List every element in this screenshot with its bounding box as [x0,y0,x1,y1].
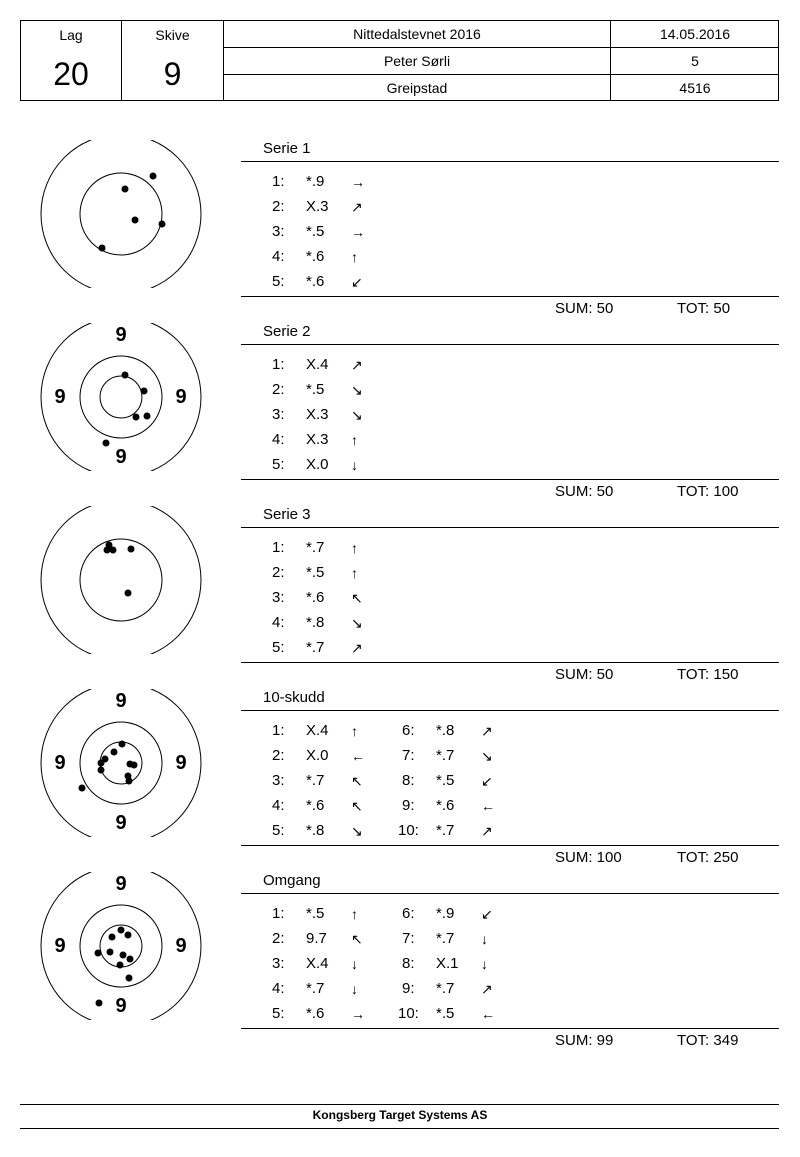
series-title: Serie 1 [263,140,311,157]
ring-number: 9 [175,935,187,957]
series-rule-bottom [241,296,779,297]
lag-value: 20 [53,55,89,92]
shot-number: 9: [402,797,415,814]
shot-number: 5: [272,639,285,656]
shot-direction-icon: ↘ [351,823,363,839]
shot-value: X.4 [306,722,329,739]
target-diagram [40,689,202,837]
shot-hole [132,217,139,224]
shot-hole [126,778,133,785]
series-title: Omgang [263,872,321,889]
shot-direction-icon: ↑ [351,565,358,581]
series-rule-bottom [241,845,779,846]
middle-ring [80,356,162,438]
shot-value: *.9 [306,173,325,190]
shot-value: X.4 [306,955,329,972]
shot-number: 3: [272,223,285,240]
shot-value: *.8 [306,614,325,631]
ring-number: 9 [175,386,187,408]
shot-number: 4: [272,248,285,265]
middle-ring [80,539,162,621]
target-diagram [40,872,202,1020]
shot-hole [107,949,114,956]
shot-direction-icon: ↓ [351,457,358,473]
shot-value: *.7 [306,539,325,556]
shot-direction-icon: ↑ [351,906,358,922]
shot-hole [103,440,110,447]
shot-number: 1: [272,539,285,556]
shot-value: X.3 [306,198,329,215]
inner-ring [100,376,142,418]
shot-direction-icon: ↗ [351,199,363,215]
shot-value: *.6 [306,273,325,290]
shot-hole [79,785,86,792]
series-rule-top [241,344,779,345]
shot-direction-icon: ↘ [481,748,493,764]
shot-direction-icon: ↖ [351,773,363,789]
shot-value: *.6 [436,797,455,814]
series-rule-bottom [241,662,779,663]
shot-value: *.5 [306,564,325,581]
shot-number: 5: [272,822,285,839]
series-total: TOT: 349 [677,1032,739,1049]
shot-value: *.9 [436,905,455,922]
middle-ring [80,905,162,987]
shot-value: *.6 [306,248,325,265]
shot-direction-icon: ↖ [351,931,363,947]
shot-hole [126,975,133,982]
header-table [20,20,779,101]
target-diagram [40,323,202,471]
shooter-number: 4516 [679,80,711,96]
ring-number: 9 [54,935,66,957]
footer-rule-top [20,1104,779,1105]
shot-value: *.5 [306,905,325,922]
shot-number: 5: [272,1005,285,1022]
series-total: TOT: 100 [677,483,739,500]
shot-hole [98,760,105,767]
shot-direction-icon: ↙ [481,906,493,922]
target-diagram [40,506,202,654]
shot-value: *.7 [436,747,455,764]
footer-company: Kongsberg Target Systems AS [312,1108,488,1122]
shot-number: 3: [272,772,285,789]
shot-value: X.0 [306,456,329,473]
series-rule-top [241,893,779,894]
ring-number: 9 [115,324,127,346]
shot-hole [118,927,125,934]
shot-number: 4: [272,797,285,814]
shot-direction-icon: ↓ [481,956,488,972]
shot-number: 3: [272,955,285,972]
shot-hole [119,741,126,748]
shot-number: 6: [402,722,415,739]
shot-number: 2: [272,747,285,764]
shot-value: *.7 [436,930,455,947]
ring-number: 9 [115,873,127,895]
shot-number: 1: [272,905,285,922]
shot-direction-icon: ↙ [351,274,363,290]
shot-hole [150,173,157,180]
series-sum: SUM: 50 [555,300,614,317]
shot-number: 2: [272,198,285,215]
outer-ring [41,140,201,288]
shot-hole [127,956,134,963]
shot-direction-icon: ↓ [351,981,358,997]
shot-direction-icon: ↖ [351,590,363,606]
event-name: Nittedalstevnet 2016 [353,26,481,42]
event-date: 14.05.2016 [659,26,731,42]
series-total: TOT: 150 [677,666,739,683]
shot-value: *.7 [436,822,455,839]
ring-number: 9 [175,752,187,774]
shot-hole [104,547,111,554]
shot-value: *.6 [306,1005,325,1022]
shot-hole [120,952,127,959]
shot-hole [128,546,135,553]
shot-value: *.7 [306,980,325,997]
outer-ring [41,506,201,654]
shot-hole [125,932,132,939]
shot-direction-icon: ↗ [351,357,363,373]
shot-number: 1: [272,173,285,190]
shot-number: 1: [272,722,285,739]
shot-hole [122,372,129,379]
shot-number: 5: [272,456,285,473]
shot-hole [159,221,166,228]
shot-value: X.0 [306,747,329,764]
club-name: Greipstad [386,80,448,96]
shot-number: 6: [402,905,415,922]
series-rule-top [241,527,779,528]
shot-value: *.5 [436,772,455,789]
shot-hole [98,767,105,774]
target-diagram [40,140,202,288]
shot-direction-icon: ↑ [351,540,358,556]
shot-direction-icon: ↘ [351,615,363,631]
shot-hole [110,547,117,554]
shot-value: *.8 [436,722,455,739]
shot-direction-icon: → [351,174,365,190]
shot-direction-icon: ↓ [351,956,358,972]
shot-number: 3: [272,406,285,423]
shot-direction-icon: ↑ [351,249,358,265]
shot-number: 5: [272,273,285,290]
shot-direction-icon: ↘ [351,382,363,398]
shot-direction-icon: ↗ [351,640,363,656]
series-sum: SUM: 100 [555,849,622,866]
shot-direction-icon: → [351,1006,365,1022]
shot-number: 1: [272,356,285,373]
shooter-class: 5 [691,53,699,69]
ring-number: 9 [115,812,127,834]
shot-number: 8: [402,955,415,972]
shot-value: *.5 [436,1005,455,1022]
shot-hole [117,962,124,969]
shot-number: 8: [402,772,415,789]
shot-value: 9.7 [306,930,327,947]
series-rule-top [241,161,779,162]
series-title: Serie 3 [263,506,311,523]
shot-number: 10: [398,1005,419,1022]
ring-number: 9 [115,446,127,468]
shot-direction-icon: ↑ [351,723,358,739]
shot-hole [141,388,148,395]
shot-number: 4: [272,980,285,997]
footer-rule-bottom [20,1128,779,1129]
shot-direction-icon: ↗ [481,823,493,839]
shot-number: 2: [272,930,285,947]
shot-value: *.5 [306,223,325,240]
shot-number: 4: [272,431,285,448]
ring-number: 9 [115,690,127,712]
series-sum: SUM: 50 [555,666,614,683]
middle-ring [80,173,162,255]
shot-number: 7: [402,930,415,947]
series-sum: SUM: 50 [555,483,614,500]
shooter-name: Peter Sørli [383,53,451,69]
shot-value: *.6 [306,589,325,606]
shot-hole [96,1000,103,1007]
ring-number: 9 [54,386,66,408]
series-rule-top [241,710,779,711]
lag-label: Lag [59,27,83,43]
shot-hole [109,934,116,941]
shot-value: *.8 [306,822,325,839]
skive-value: 9 [163,55,182,92]
series-title: 10-skudd [263,689,325,706]
shot-direction-icon: ↑ [351,432,358,448]
ring-number: 9 [115,995,127,1017]
shot-direction-icon: ← [481,1006,495,1022]
series-rule-bottom [241,1028,779,1029]
skive-label: Skive [155,27,190,43]
shot-hole [131,762,138,769]
shot-value: X.1 [436,955,459,972]
shot-value: X.4 [306,356,329,373]
shot-number: 2: [272,381,285,398]
shot-hole [133,414,140,421]
shot-number: 2: [272,564,285,581]
shot-direction-icon: ↓ [481,931,488,947]
series-total: TOT: 50 [677,300,731,317]
shot-direction-icon: → [351,224,365,240]
shot-direction-icon: ↘ [351,407,363,423]
shot-value: X.3 [306,431,329,448]
shot-value: X.3 [306,406,329,423]
ring-number: 9 [54,752,66,774]
shot-number: 9: [402,980,415,997]
shot-value: *.7 [306,639,325,656]
series-sum: SUM: 99 [555,1032,614,1049]
shot-direction-icon: ↙ [481,773,493,789]
shot-direction-icon: ↗ [481,981,493,997]
series-total: TOT: 250 [677,849,739,866]
middle-ring [80,722,162,804]
shot-hole [125,590,132,597]
shot-direction-icon: ← [481,798,495,814]
shot-hole [111,749,118,756]
series-title: Serie 2 [263,323,311,340]
shot-value: *.7 [306,772,325,789]
shot-direction-icon: ↗ [481,723,493,739]
shot-hole [122,186,129,193]
shot-direction-icon: ← [351,748,365,764]
shot-hole [99,245,106,252]
series-rule-bottom [241,479,779,480]
shot-value: *.6 [306,797,325,814]
shot-number: 3: [272,589,285,606]
shot-value: *.7 [436,980,455,997]
shot-hole [144,413,151,420]
shot-number: 10: [398,822,419,839]
shot-number: 4: [272,614,285,631]
shot-number: 7: [402,747,415,764]
shot-value: *.5 [306,381,325,398]
shot-hole [95,950,102,957]
shot-direction-icon: ↖ [351,798,363,814]
